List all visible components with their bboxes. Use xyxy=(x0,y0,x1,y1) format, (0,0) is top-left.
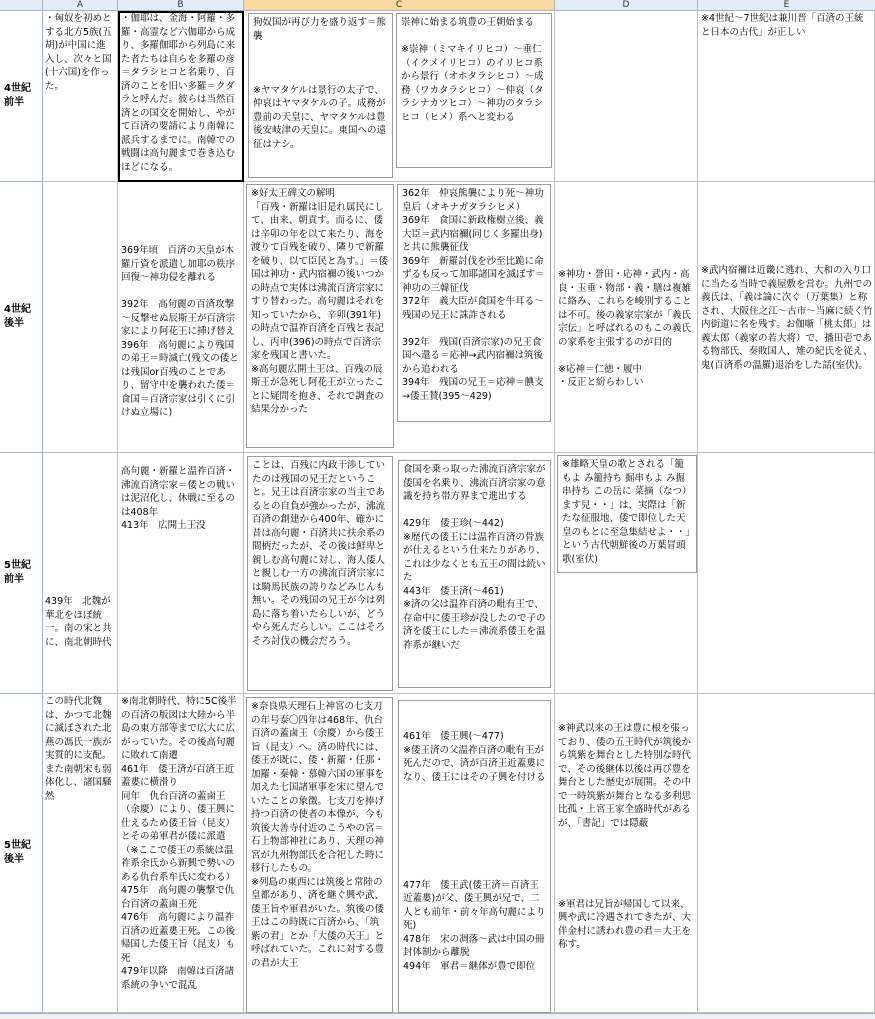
cell-text: ※4世紀～7世紀は兼川晋「百済の王統と日本の古代」が正しい xyxy=(701,13,864,38)
cell-b3[interactable] xyxy=(43,453,118,694)
corner-select-all[interactable] xyxy=(0,0,43,10)
textbox-text: 461年 倭王興(～477) ※倭王済の父温祚百済の毗有王が死んだので、済が百済王近蓋婁になり、倭王にはその子興を付ける 477年 倭王武(倭王済＝百済王近蓋婁)が父、倭王興が兄で、二人とも前年・前々年高句麗により死) 478年 宋の凋落～武は中国の冊封体制から離脱 494年 軍君＝継体が豊で即位 xyxy=(403,731,546,972)
cell-c3[interactable] xyxy=(118,453,244,694)
textbox-text: 食国を乗っ取った沸流百済宗家が倭国を名乗り、沸流百済宗家の意識を持ち帯方界まで進出する 429年 倭王珍(～442) ※歴代の倭王には温祚百済の骨族が仕えるという仕来たりがあり、これは少なくとも五王の間は続いた 443年 倭王済(～461) ※済の父は温祚百済の毗有王で、存命中に倭王珍が没したので子の済を倭王にした＝沸流系倭王を温祚系が継いだ xyxy=(403,464,546,651)
textbox-text: ことは、百残に内政干渉していたのは残国の兄王だということ。兄王は百済宗家の当主であるとの自負が強かったが、沸流百済の創建から400年、確かに昔は高句麗・百済共に扶余系の間柄だったが、その後は鮮卑と親しむ高句麗に対し、海人倭人と親しむ一方の沸流百済宗家には騎馬民族の誇りなどみじんも無い。その残国の兄王が今は列島に落ち着いたらしいが、どうやら死んだらしい。ここはそろそろ討伐の機会だろう。 xyxy=(252,460,386,647)
cell-text: ※武内宿禰は近畿に逃れ、大和の入り口に当たる当時で義屋敷を営む。九州での義氏は、「義は論に次ぐ（万葉集）と称され、大阪住之江～古市～当麻に続く竹内街道に名を残す。お伽噺「桃太郎」は義太郎（義家の若大将）で、播田壱である物部氏、奏敗国人、雉の紀氏を従え、鬼(百済系の温羅)退治をした話(室伏)。 xyxy=(701,265,873,371)
row-header-4c-late[interactable]: 4世紀 後半 xyxy=(0,182,43,453)
textbox-text: ※雄略天皇の歌とされる「籠もよ み籠持ち 掘串もよ み掘串持ち この岳に 菜摘（なつ）ます兒・・」は、実際は「新たな征服地、倭で即位した天皇のもとに至急集結せよ・・」という古代朝鮮後の万葉冒頭歌(室伏) xyxy=(562,459,692,565)
cell-c1[interactable] xyxy=(118,11,244,182)
textbox-text: ※奈良県天理石上神宮の七支刀の年号泰〇四年は468年、仇台百済の蓋鹵王（余慶）から倭王旨（昆支）へ。済の時代には、倭王が既に、倭・新羅・任那・加羅・秦韓・慕韓六国の軍事を加えた七国諸軍事を宋に望んでいたことの象徴。七支刀を捧げ持つ百済の使者の本像が、今も筑後大善寺付近のこうやの宮＝石上物部神社にあり、天理の神宮が九州物部氏を合祀した時に移行したもの。 ※列島の東西には筑後と常陸の皇都があり、済を継ぐ興や武、倭王旨や軍君がいた。筑後の倭王はこの時既に百済から、「筑紫の君」とか「大倭の天王」と呼ばれていた。これに対する豊の君が大王 xyxy=(251,701,385,969)
cell-text: ※南北朝時代、特に5C後半の百済の版図は大陸から半島の東方部等まで広大に広がっていた。その後高句麗に敗れて南遷 461年 倭王済が百済王近蓋婁に横滑り 同年 仇台百済の蓋鹵王（余慶）により、倭王興に仕えるため倭王旨（昆支）とその弟軍君が倭に派遣（※ここで倭王の系統は温祚系余氏から新興で勢いのある仇台系牟氏に変わる） 475年 高句麗の襲撃で仇台百済の蓋鹵王死 476年 高句麗により温祚百済の近蓋婁王死。この後帰国した倭王旨（昆支）も死 479年以降 南韓は百済諸系統の争いで混乱 xyxy=(121,696,237,991)
cell-c4[interactable] xyxy=(118,694,244,1013)
cell-text: 369年頃 百済の天皇が木羅斤資を派遣し加耶の秩序回復～神功侵を離れる 392年 高句麗の百済攻撃～反撃せぬ辰斯王が百済宗家により阿花王に挿げ替え 396年 高句麗により残国の弟王＝時滅亡(残文の倭とは残国or百残のことであり、留守中を襲われた倭＝食国＝百済宗家は引くに引けぬ立場に) xyxy=(121,245,239,418)
cell-f2[interactable] xyxy=(698,182,875,453)
textbox-d3-left[interactable] xyxy=(247,456,393,691)
cell-text: ※神武以来の王は豊に根を張っており、倭の五王時代が筑後から筑紫を舞台とした特別な時代で、その後継体以後は再び豊を舞台とした歴史が展開。その中で一時筑紫が舞台となる多利思比孤・上宮王家全盛時代があるが、「書記」では隠蔽 ※軍君は兄旨が帰国して以来、興や武に冷遇されてきたが、大伴金村に誘われ豊の君＝大王を称す。 xyxy=(558,723,692,950)
textbox-d1-right[interactable] xyxy=(396,13,552,168)
column-header-bar xyxy=(0,0,875,11)
cell-f1[interactable] xyxy=(698,11,875,182)
cell-f4[interactable] xyxy=(698,694,875,1013)
cell-text: 高句麗・新羅と温祚百済・沸流百済宗家＝倭との戦いは泥沼化し、休戦に至るのは408年 413年 広開土王没 xyxy=(121,466,236,531)
cell-text: ・伽耶は、金海・阿羅・多羅・高霊など六伽耶から成り、多羅伽耶から列島に来た者たちは自らを多羅の彦＝タラシヒコと名乗り、百済のことを旧い多羅＝クダラと呼んだ。彼らは当然百済との国交を開始し、やがて百済の要請により南韓に派兵するまでに。南韓での戦闘は高句麗まで巻き込むほどになる。 xyxy=(121,13,236,173)
textbox-d4-left[interactable] xyxy=(246,697,393,1013)
cell-text: 439年 北魏が華北をほぼ統一。南の宋と共に、南北朝時代 xyxy=(45,596,112,648)
column-header-d[interactable]: D xyxy=(555,0,698,10)
cell-b4[interactable] xyxy=(43,694,118,1013)
row-header-4c-early[interactable]: 4世紀 前半 xyxy=(0,11,43,182)
column-header-c[interactable]: C xyxy=(244,0,555,10)
textbox-text: 362年 仲哀熊襲により死～神功皇后（オキナガタラシヒメ） 369年 食国に新政権樹立後、義大臣＝武内宿禰(同じく多羅出身)と共に熊襲征伐 369年 新羅討伐を沙至比跪に命ずるも反って加耶諸国を滅ぼす＝神功の三韓征伐 372年 義大臣が食国を牛耳る～残国の兄王に誅詐される 392年 残国(百済宗家)の兄王食国へ還る＝応神→武内宿禰は筑後から追われる 394年 残国の兄王＝応神＝腆支→倭王賛(395～429) xyxy=(402,188,545,402)
cell-f3[interactable] xyxy=(698,453,875,694)
cell-b2[interactable] xyxy=(43,182,118,453)
textbox-text: 崇神に始まる筑豊の王朝始まる ※崇神（ミマキイリヒコ）～垂仁（イクメイリヒコ）のイリヒコ系から景行（オホタラシヒコ）～成務（ワカタラシヒコ）～仲哀（タラシナカツヒコ）～神功のタラシヒコ（ヒメ）系へと変わる xyxy=(401,17,544,123)
row-header-5c-late[interactable]: 5世紀 後半 xyxy=(0,694,43,1013)
cell-text: この時代北魏は、かつて北魏に滅ぼされた北燕の馮氏一族が実質的に支配。また南朝宋も弱体化し、諸国騒然 xyxy=(45,696,112,802)
cell-c2[interactable] xyxy=(118,182,244,453)
row-header-5c-early[interactable]: 5世紀 前半 xyxy=(0,453,43,694)
textbox-text: ※好太王碑文の解明 「百残・新羅は旧是れ属民にして、由来、朝貢す。而るに、倭は辛卯の年を以て来たり、海を渡りて百残を破り、隣りで新羅を破り、以て臣民と為す。」＝倭国は神功・武内宿禰の後いつかの時点で実体は沸流百済宗家にすり替わった。高句麗はそれを知っていたから、辛卯(391年)の時点で温祚百済を百残と表記し、丙申(396)の時点で百済宗家を残国と書いた。 ※高句麗広開土王は、百残の辰斯王が急死し阿花王が立ったことに疑問を抱き、それで調査の結果分かった xyxy=(251,188,388,415)
textbox-d4-right[interactable] xyxy=(398,700,551,1013)
column-header-a[interactable]: A xyxy=(43,0,118,10)
textbox-d3-right[interactable] xyxy=(398,460,551,688)
textbox-d2-right[interactable] xyxy=(397,184,551,422)
cell-text: ・匈奴を初めとする北方5族(五胡)が中国に進入し、次々と国(十六国)を作った。 xyxy=(45,13,112,92)
column-header-b[interactable]: B xyxy=(118,0,244,10)
cell-e4[interactable] xyxy=(555,694,698,1013)
column-header-e[interactable]: E xyxy=(698,0,875,10)
textbox-d2-left[interactable] xyxy=(246,184,394,448)
cell-e2[interactable] xyxy=(555,182,698,453)
textbox-d1-left[interactable] xyxy=(248,13,393,178)
textbox-text: 狗奴国が再び力を盛り返す＝熊襲 ※ヤマタケルは景行の太子で、仲哀はヤマタケルの子。成務が豊前の天皇に、ヤマタケルは豊後安岐津の天皇に。東国への遠征はナシ。 xyxy=(253,17,387,150)
textbox-e3[interactable] xyxy=(557,455,697,573)
next-row-edge xyxy=(0,1013,875,1019)
cell-e1[interactable] xyxy=(555,11,698,182)
cell-b1[interactable] xyxy=(43,11,118,182)
cell-text: ※神功・誉田・応神・武内・高良・玉垂・物部・義・膳は複雑に絡み、これらを峻別することは不可。後の義家宗家が「義氏宗伝」と呼ばれるのもこの義氏の家系を主張するのが目的 ※応神＝仁徳・履中 ・反正と紛らわしい xyxy=(558,269,692,388)
